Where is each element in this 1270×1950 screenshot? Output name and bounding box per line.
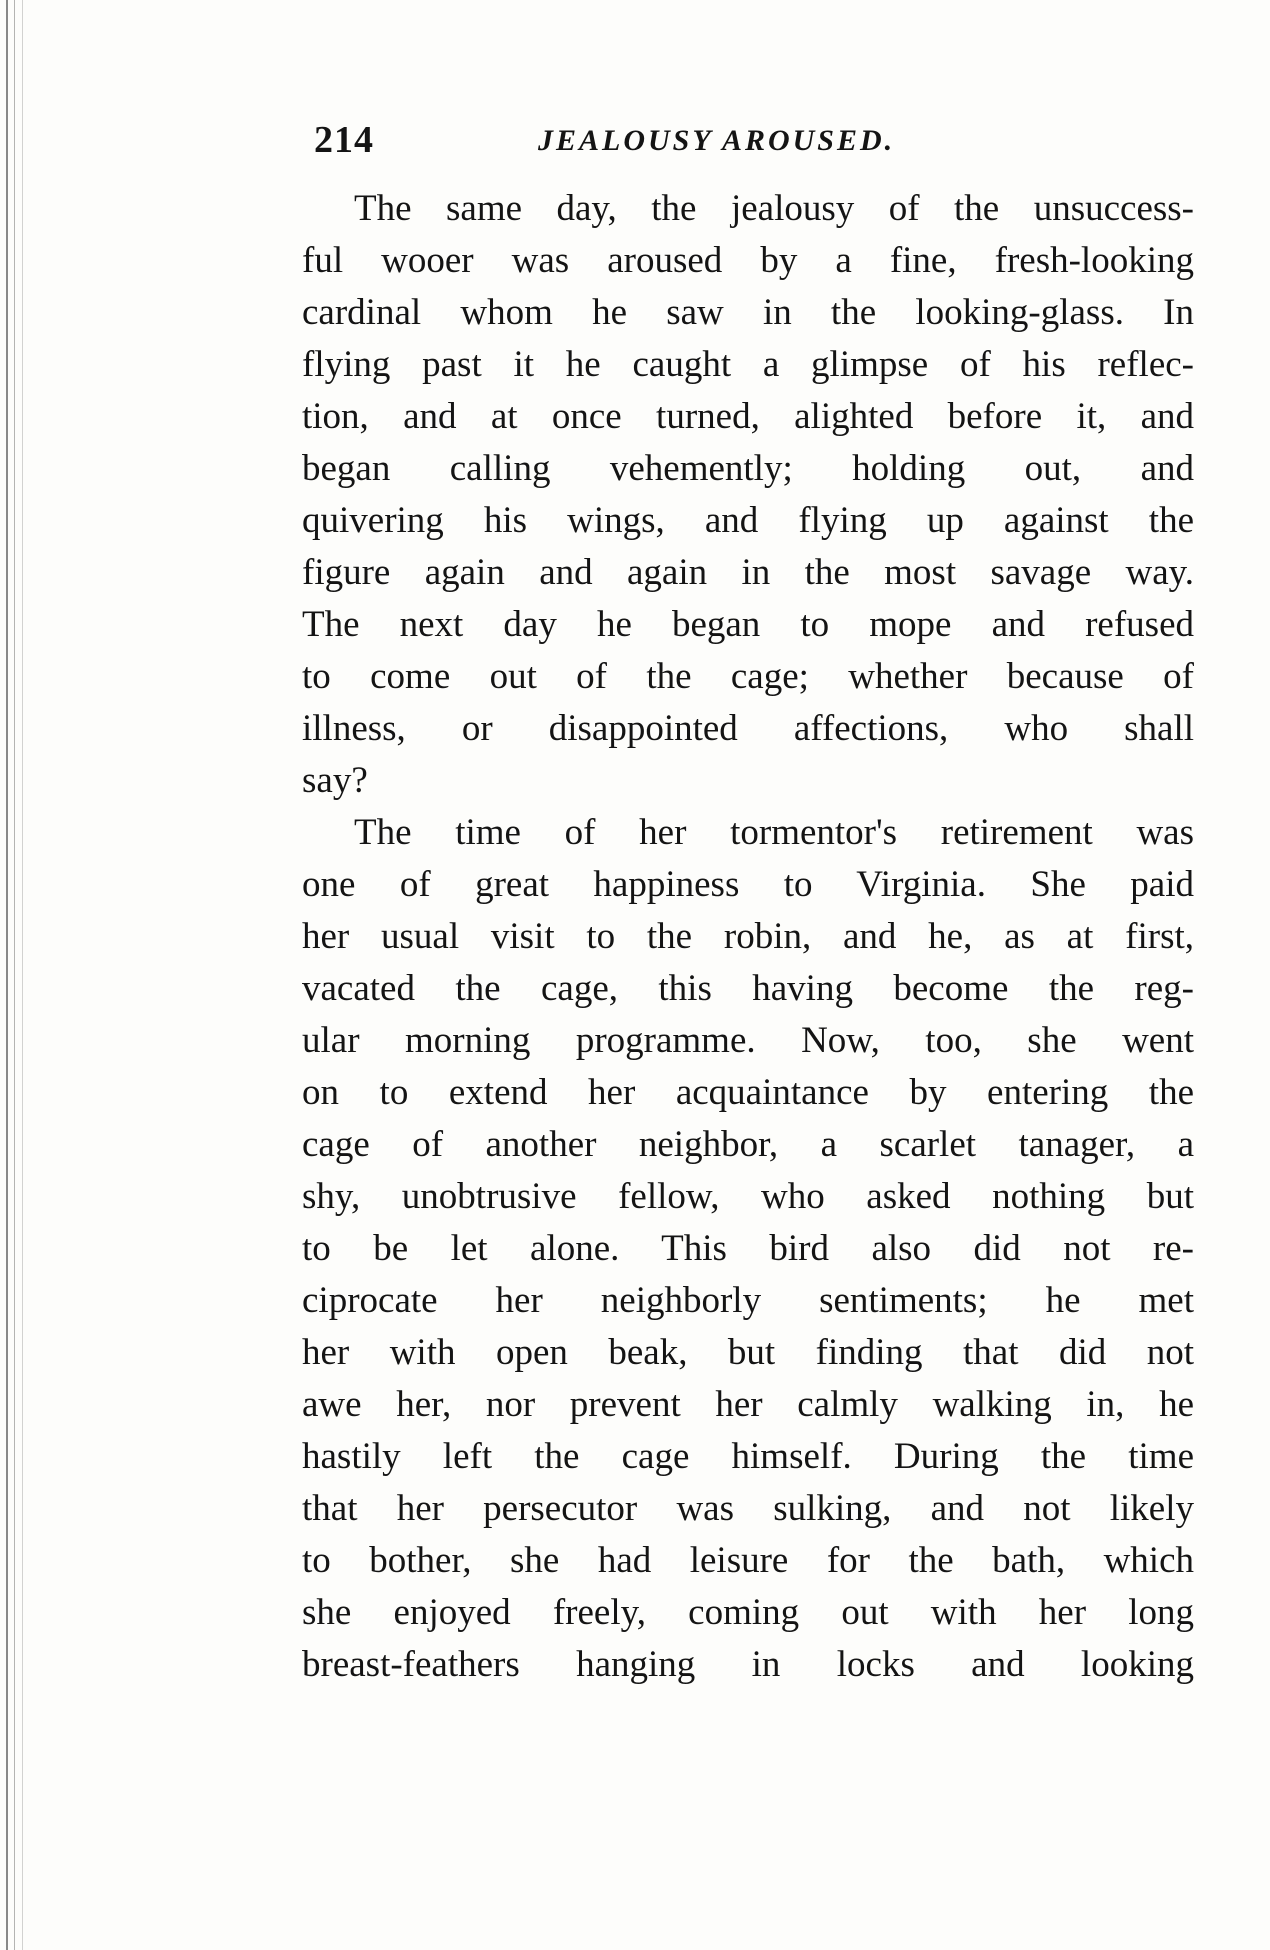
binding-gutter: [6, 0, 8, 1950]
text-line: breast-feathers hanging in locks and looking: [302, 1644, 1194, 1685]
text-line: her usual visit to the robin, and he, as at first,: [302, 916, 1194, 957]
text-line: to come out of the cage; whether because of: [302, 656, 1194, 697]
running-head-title: JEALOUSY AROUSED.: [538, 124, 896, 157]
running-head: [314, 118, 1194, 168]
paragraph: [302, 183, 1194, 807]
paragraph: [302, 807, 1194, 1691]
text-line: she enjoyed freely, coming out with her long: [302, 1592, 1194, 1633]
text-line: her with open beak, but finding that did not: [302, 1332, 1194, 1373]
text-line: The time of her tormentor's retirement was: [354, 812, 1194, 853]
text-line: illness, or disappointed affections, who shall: [302, 708, 1194, 749]
text-line: to be let alone. This bird also did not re-: [302, 1228, 1194, 1269]
text-line: say?: [302, 760, 368, 801]
text-line: one of great happiness to Virginia. She paid: [302, 864, 1194, 905]
text-line: awe her, nor prevent her calmly walking in, he: [302, 1384, 1194, 1425]
text-line: quivering his wings, and flying up against the: [302, 500, 1194, 541]
text-line: vacated the cage, this having become the reg-: [302, 968, 1194, 1009]
text-line: figure again and again in the most savage way.: [302, 552, 1194, 593]
text-line: cardinal whom he saw in the looking-glass. In: [302, 292, 1194, 333]
text-line: ular morning programme. Now, too, she went: [302, 1020, 1194, 1061]
text-line: shy, unobtrusive fellow, who asked nothing but: [302, 1176, 1194, 1217]
text-line: began calling vehemently; holding out, and: [302, 448, 1194, 489]
binding-gutter-shadow: [14, 0, 15, 1950]
text-line: The same day, the jealousy of the unsuccess-: [354, 188, 1194, 229]
text-line: The next day he began to mope and refused: [302, 604, 1194, 645]
text-line: tion, and at once turned, alighted before it, and: [302, 396, 1194, 437]
text-line: ful wooer was aroused by a fine, fresh-looking: [302, 240, 1194, 281]
text-line: to bother, she had leisure for the bath, which: [302, 1540, 1194, 1581]
text-line: hastily left the cage himself. During the time: [302, 1436, 1194, 1477]
page-number: 214: [314, 119, 374, 161]
text-line: flying past it he caught a glimpse of his reflec-: [302, 344, 1194, 385]
text-line: on to extend her acquaintance by entering the: [302, 1072, 1194, 1113]
text-line: cage of another neighbor, a scarlet tanager, a: [302, 1124, 1194, 1165]
text-body: [302, 183, 1194, 1691]
text-line: ciprocate her neighborly sentiments; he met: [302, 1280, 1194, 1321]
binding-gutter-shadow: [22, 0, 23, 1950]
text-line: that her persecutor was sulking, and not likely: [302, 1488, 1194, 1529]
